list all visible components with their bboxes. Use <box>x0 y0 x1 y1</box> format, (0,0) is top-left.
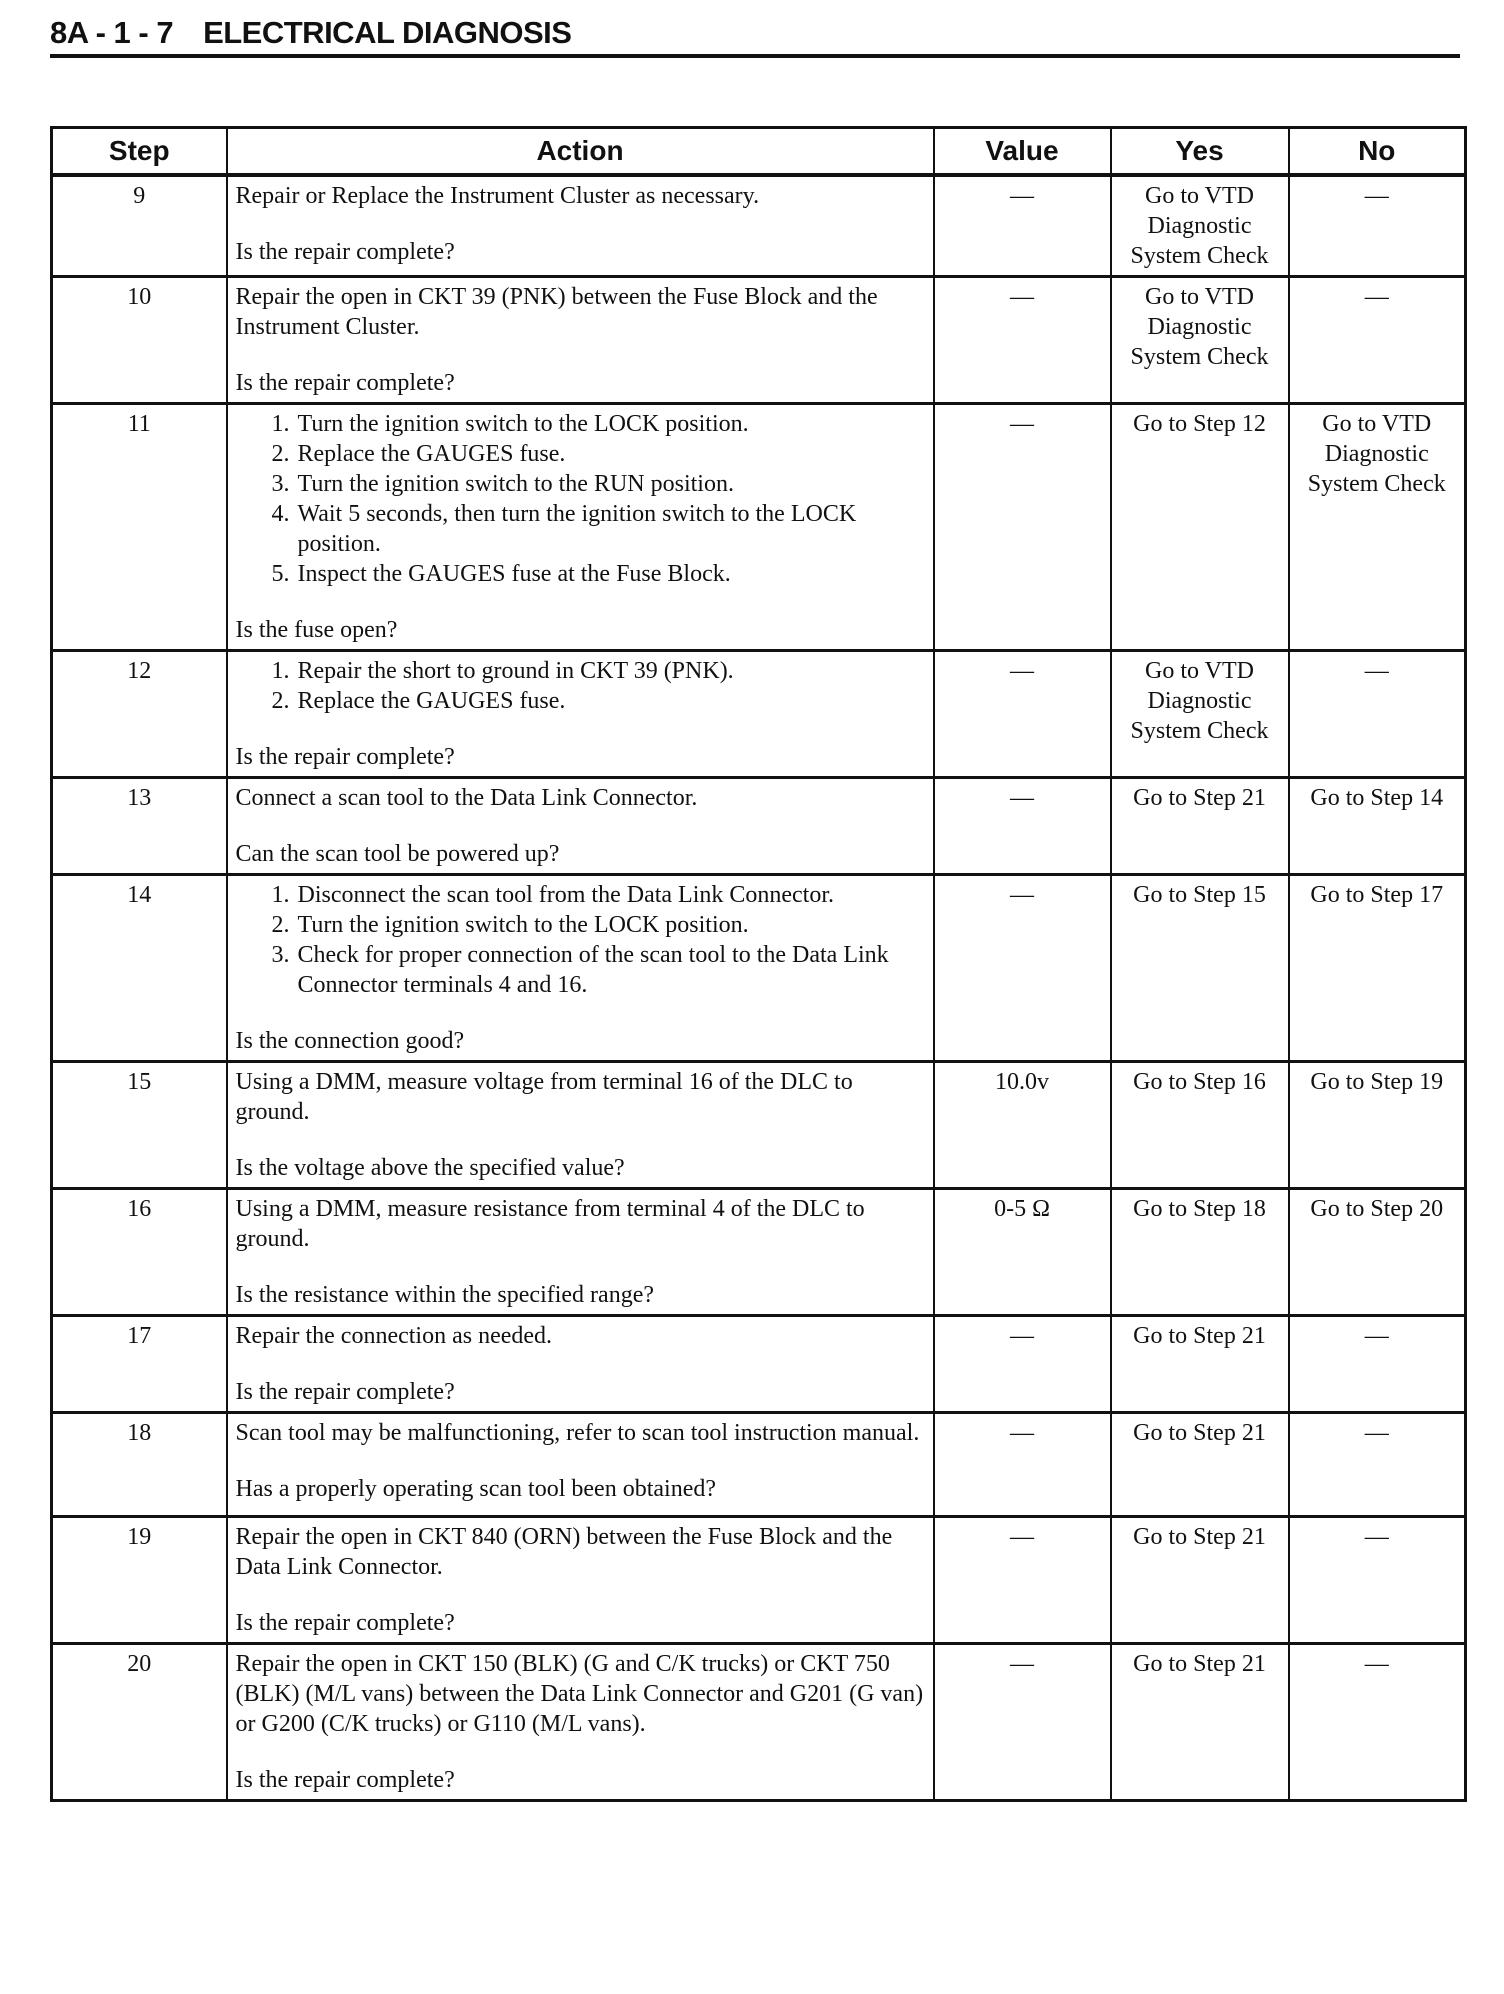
action-question: Is the connection good? <box>235 1028 465 1054</box>
yes-result: Go to Step 15 <box>1111 875 1289 1062</box>
action-question: Is the repair complete? <box>235 1610 455 1636</box>
action-question: Is the repair complete? <box>235 239 455 265</box>
step-number: 19 <box>52 1517 227 1644</box>
value-cell: — <box>934 778 1111 875</box>
value-cell: 10.0v <box>934 1062 1111 1189</box>
step-number: 11 <box>52 404 227 651</box>
table-row <box>52 778 1466 875</box>
step-number: 10 <box>52 277 227 404</box>
step-number: 9 <box>52 175 227 277</box>
value-cell: 0-5 Ω <box>934 1189 1111 1316</box>
action-step-item: 1. Repair the short to ground in CKT 39 (PNK). <box>296 656 925 686</box>
no-result: Go to Step 17 <box>1289 875 1466 1062</box>
action-text: Repair the open in CKT 840 (ORN) between the Fuse Block and the Data Link Connector. <box>235 1524 893 1580</box>
no-result: — <box>1289 1644 1466 1801</box>
value-cell: — <box>934 1517 1111 1644</box>
table-row <box>52 404 1466 651</box>
action-question: Is the fuse open? <box>235 617 398 643</box>
yes-result: Go to Step 18 <box>1111 1189 1289 1316</box>
header-rule <box>50 54 1460 58</box>
yes-result: Go to Step 21 <box>1111 1413 1289 1517</box>
action-cell <box>227 1413 934 1517</box>
table-row <box>52 1413 1466 1517</box>
action-question: Is the repair complete? <box>235 744 455 770</box>
action-step-list <box>236 880 925 1000</box>
action-cell <box>227 651 934 778</box>
yes-result: Go to VTD Diagnostic System Check <box>1111 277 1289 404</box>
step-number: 15 <box>52 1062 227 1189</box>
yes-result: Go to Step 12 <box>1111 404 1289 651</box>
step-number: 17 <box>52 1316 227 1413</box>
column-header-action: Action <box>227 128 934 176</box>
yes-result: Go to Step 21 <box>1111 1517 1289 1644</box>
action-cell <box>227 1316 934 1413</box>
step-number: 16 <box>52 1189 227 1316</box>
action-question: Has a properly operating scan tool been obtained? <box>235 1476 716 1502</box>
action-question: Is the repair complete? <box>235 1767 455 1793</box>
action-step-item: 5. Inspect the GAUGES fuse at the Fuse Block. <box>296 559 925 589</box>
yes-result: Go to Step 16 <box>1111 1062 1289 1189</box>
no-result: — <box>1289 1517 1466 1644</box>
action-step-item: 3. Turn the ignition switch to the RUN position. <box>296 469 925 499</box>
value-cell: — <box>934 404 1111 651</box>
no-result: — <box>1289 651 1466 778</box>
action-text: Repair the connection as needed. <box>235 1323 553 1349</box>
no-result: — <box>1289 175 1466 277</box>
step-number: 12 <box>52 651 227 778</box>
value-cell: — <box>934 175 1111 277</box>
value-cell: — <box>934 277 1111 404</box>
no-result: — <box>1289 277 1466 404</box>
step-number: 13 <box>52 778 227 875</box>
action-cell <box>227 277 934 404</box>
column-header-value: Value <box>934 128 1111 176</box>
table-row <box>52 277 1466 404</box>
table-row <box>52 1517 1466 1644</box>
value-cell: — <box>934 1413 1111 1517</box>
action-step-item: 4. Wait 5 seconds, then turn the ignition switch to the LOCK position. <box>296 499 925 559</box>
action-step-item: 1. Turn the ignition switch to the LOCK position. <box>296 409 925 439</box>
action-question: Can the scan tool be powered up? <box>235 841 560 867</box>
value-cell: — <box>934 651 1111 778</box>
action-text: Repair the open in CKT 39 (PNK) between the Fuse Block and the Instrument Cluster. <box>235 284 878 340</box>
action-cell <box>227 778 934 875</box>
action-cell <box>227 1517 934 1644</box>
step-number: 18 <box>52 1413 227 1517</box>
value-cell: — <box>934 875 1111 1062</box>
action-step-item: 2. Turn the ignition switch to the LOCK position. <box>296 910 925 940</box>
table-row <box>52 1062 1466 1189</box>
page-header <box>50 14 1460 58</box>
diagnosis-table <box>50 126 1467 1802</box>
no-result: Go to Step 20 <box>1289 1189 1466 1316</box>
action-step-item: 1. Disconnect the scan tool from the Data Link Connector. <box>296 880 925 910</box>
section-title: ELECTRICAL DIAGNOSIS <box>203 15 572 50</box>
action-text: Repair or Replace the Instrument Cluster as necessary. <box>235 183 760 209</box>
column-header-yes: Yes <box>1111 128 1289 176</box>
yes-result: Go to Step 21 <box>1111 778 1289 875</box>
yes-result: Go to Step 21 <box>1111 1644 1289 1801</box>
value-cell: — <box>934 1644 1111 1801</box>
step-number: 20 <box>52 1644 227 1801</box>
table-row <box>52 651 1466 778</box>
action-cell <box>227 875 934 1062</box>
action-cell <box>227 1644 934 1801</box>
yes-result: Go to Step 21 <box>1111 1316 1289 1413</box>
action-question: Is the resistance within the specified range? <box>235 1282 654 1308</box>
action-step-item: 2. Replace the GAUGES fuse. <box>296 439 925 469</box>
action-step-item: 3. Check for proper connection of the scan tool to the Data Link Connector terminals 4 and 16. <box>296 940 925 1000</box>
action-text: Using a DMM, measure resistance from terminal 4 of the DLC to ground. <box>235 1196 865 1252</box>
no-result: Go to VTD Diagnostic System Check <box>1289 404 1466 651</box>
action-cell <box>227 1062 934 1189</box>
table-row <box>52 175 1466 277</box>
table-row <box>52 875 1466 1062</box>
table-row <box>52 1644 1466 1801</box>
page-number: 8A - 1 - 7 <box>50 15 174 50</box>
yes-result: Go to VTD Diagnostic System Check <box>1111 175 1289 277</box>
action-text: Connect a scan tool to the Data Link Connector. <box>235 785 698 811</box>
no-result: — <box>1289 1413 1466 1517</box>
column-header-step: Step <box>52 128 227 176</box>
table-row <box>52 1316 1466 1413</box>
action-cell <box>227 175 934 277</box>
no-result: Go to Step 14 <box>1289 778 1466 875</box>
action-cell <box>227 404 934 651</box>
action-cell <box>227 1189 934 1316</box>
action-question: Is the repair complete? <box>235 370 455 396</box>
action-step-list <box>236 656 925 716</box>
no-result: Go to Step 19 <box>1289 1062 1466 1189</box>
action-question: Is the voltage above the specified value? <box>235 1155 625 1181</box>
action-text: Scan tool may be malfunctioning, refer to scan tool instruction manual. <box>235 1420 920 1446</box>
no-result: — <box>1289 1316 1466 1413</box>
action-text: Repair the open in CKT 150 (BLK) (G and C/K trucks) or CKT 750 (BLK) (M/L vans) between the Data Link Connector and G201 (G van) or G200 (C/K trucks) or G110 (M/L vans). <box>235 1651 924 1737</box>
action-text: Using a DMM, measure voltage from terminal 16 of the DLC to ground. <box>235 1069 853 1125</box>
action-question: Is the repair complete? <box>235 1379 455 1405</box>
table-row <box>52 1189 1466 1316</box>
value-cell: — <box>934 1316 1111 1413</box>
action-step-item: 2. Replace the GAUGES fuse. <box>296 686 925 716</box>
action-step-list <box>236 409 925 589</box>
column-header-no: No <box>1289 128 1466 176</box>
table-header-row <box>52 128 1466 176</box>
yes-result: Go to VTD Diagnostic System Check <box>1111 651 1289 778</box>
step-number: 14 <box>52 875 227 1062</box>
